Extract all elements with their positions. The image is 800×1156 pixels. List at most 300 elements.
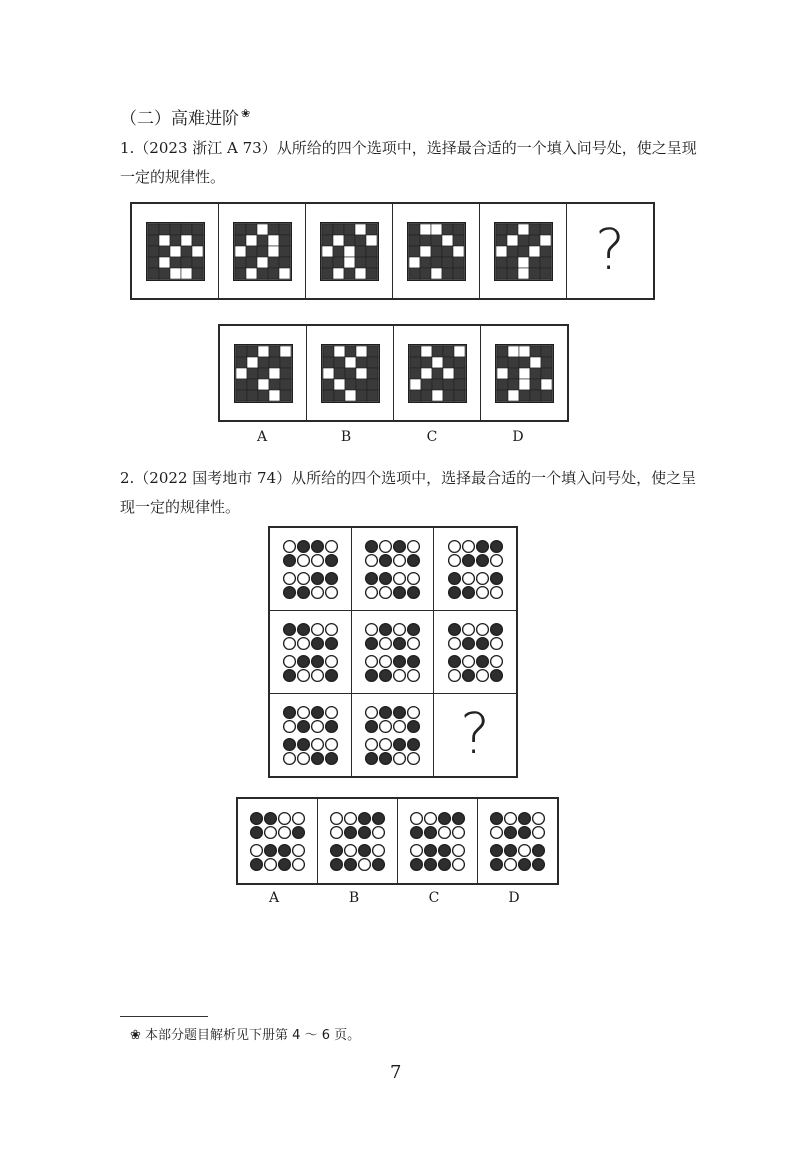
dark-block — [334, 357, 345, 368]
dark-block — [334, 390, 345, 401]
white-block — [507, 235, 518, 246]
filled-circle — [312, 655, 324, 667]
dark-block — [453, 235, 464, 246]
dark-block — [540, 246, 551, 257]
filled-circle — [533, 844, 545, 856]
dark-block — [421, 390, 432, 401]
dark-block — [507, 268, 518, 279]
question-1-text: 1.（2023 浙江 A 73）从所给的四个选项中，选择最合适的一个填入问号处，使之呈现一定的规律性。 — [120, 139, 697, 186]
dark-block — [367, 346, 378, 357]
dark-block — [345, 368, 356, 379]
white-block — [333, 235, 344, 246]
dark-block — [235, 257, 246, 268]
open-circle — [293, 858, 305, 870]
open-circle — [476, 586, 488, 598]
dark-block — [344, 235, 355, 246]
dark-block — [236, 379, 247, 390]
open-circle — [265, 858, 277, 870]
open-circle — [425, 812, 437, 824]
dark-block — [540, 257, 551, 268]
open-circle — [312, 669, 324, 681]
filled-circle — [331, 858, 343, 870]
open-circle — [408, 752, 420, 764]
open-circle — [394, 720, 406, 732]
filled-circle — [331, 844, 343, 856]
filled-circle — [284, 554, 296, 566]
filled-circle — [312, 706, 324, 718]
white-block — [170, 268, 181, 279]
dark-block — [268, 257, 279, 268]
filled-circle — [298, 720, 310, 732]
circle-pattern — [328, 810, 387, 873]
filled-circle — [408, 655, 420, 667]
filled-circle — [279, 858, 291, 870]
dark-block — [367, 368, 378, 379]
open-circle — [462, 623, 474, 635]
question-mark: ? — [595, 218, 625, 283]
white-block — [257, 224, 268, 235]
filled-circle — [345, 858, 357, 870]
white-block — [432, 357, 443, 368]
filled-circle — [366, 572, 378, 584]
white-block — [159, 235, 170, 246]
open-circle — [331, 812, 343, 824]
filled-circle — [359, 826, 371, 838]
dark-block — [453, 257, 464, 268]
open-circle — [284, 655, 296, 667]
white-block — [345, 357, 356, 368]
white-block — [269, 390, 280, 401]
dark-block — [508, 368, 519, 379]
dark-block — [497, 379, 508, 390]
white-block — [356, 368, 367, 379]
open-circle — [284, 540, 296, 552]
white-block — [366, 235, 377, 246]
dark-block — [496, 268, 507, 279]
q1-option-label-a: A — [256, 429, 268, 445]
open-circle — [476, 572, 488, 584]
white-block — [442, 235, 453, 246]
dark-block — [541, 346, 552, 357]
dark-block — [247, 390, 258, 401]
dark-block — [530, 346, 541, 357]
dark-block — [541, 357, 552, 368]
filled-circle — [394, 655, 406, 667]
filled-circle — [312, 637, 324, 649]
open-circle — [279, 812, 291, 824]
dark-block — [170, 224, 181, 235]
dark-block — [367, 390, 378, 401]
dark-block — [454, 368, 465, 379]
white-block — [344, 246, 355, 257]
open-circle — [453, 826, 465, 838]
filled-circle — [408, 623, 420, 635]
white-block — [258, 346, 269, 357]
white-block — [497, 368, 508, 379]
dark-block — [497, 346, 508, 357]
dark-block — [432, 346, 443, 357]
dark-block — [366, 224, 377, 235]
white-block — [235, 246, 246, 257]
dark-block — [192, 224, 203, 235]
dark-block — [322, 224, 333, 235]
filled-circle — [462, 586, 474, 598]
dark-block — [148, 235, 159, 246]
dark-block — [148, 246, 159, 257]
filled-circle — [453, 812, 465, 824]
open-circle — [380, 738, 392, 750]
white-block — [410, 379, 421, 390]
filled-circle — [312, 540, 324, 552]
white-block — [356, 346, 367, 357]
dark-block — [496, 235, 507, 246]
open-circle — [380, 655, 392, 667]
q1-option-d[interactable] — [481, 326, 567, 420]
open-circle — [312, 623, 324, 635]
open-circle — [462, 540, 474, 552]
dark-block — [170, 235, 181, 246]
filled-circle — [326, 752, 338, 764]
open-circle — [326, 738, 338, 750]
open-circle — [380, 540, 392, 552]
dark-block — [454, 357, 465, 368]
dark-block — [420, 235, 431, 246]
filled-circle — [490, 669, 502, 681]
dark-block — [409, 224, 420, 235]
open-circle — [366, 655, 378, 667]
open-circle — [293, 812, 305, 824]
filled-circle — [373, 858, 385, 870]
dark-block — [355, 257, 366, 268]
filled-circle — [394, 586, 406, 598]
dark-block — [268, 224, 279, 235]
white-block — [268, 246, 279, 257]
filled-circle — [476, 540, 488, 552]
filled-circle — [476, 637, 488, 649]
white-block — [279, 268, 290, 279]
dark-block — [334, 368, 345, 379]
filled-circle — [284, 623, 296, 635]
filled-circle — [251, 826, 263, 838]
open-circle — [380, 586, 392, 598]
open-circle — [326, 586, 338, 598]
white-block — [508, 346, 519, 357]
open-circle — [284, 637, 296, 649]
open-circle — [366, 738, 378, 750]
q2-grid-cell-7 — [270, 694, 352, 776]
dark-block — [322, 268, 333, 279]
dark-block — [181, 224, 192, 235]
white-block — [453, 246, 464, 257]
section-title-text: （二）高难进阶 — [120, 109, 239, 129]
white-block — [334, 379, 345, 390]
dark-block — [235, 268, 246, 279]
dark-block — [443, 390, 454, 401]
dark-block — [519, 357, 530, 368]
filled-circle — [448, 623, 460, 635]
dark-block — [333, 224, 344, 235]
filled-circle — [326, 572, 338, 584]
white-block — [519, 368, 530, 379]
dark-block — [356, 390, 367, 401]
filled-circle — [251, 858, 263, 870]
open-circle — [491, 826, 503, 838]
q2-question-cell — [434, 694, 516, 776]
block-pattern — [407, 222, 466, 281]
filled-circle — [366, 752, 378, 764]
q1-figure-4 — [393, 204, 480, 298]
white-block — [355, 224, 366, 235]
white-block — [181, 235, 192, 246]
open-circle — [265, 826, 277, 838]
white-block — [518, 257, 529, 268]
white-block — [431, 268, 442, 279]
dark-block — [507, 246, 518, 257]
page-number: 7 — [390, 1062, 402, 1083]
open-circle — [394, 554, 406, 566]
dark-block — [367, 357, 378, 368]
dark-block — [508, 379, 519, 390]
filled-circle — [293, 826, 305, 838]
filled-circle — [366, 540, 378, 552]
dark-block — [432, 368, 443, 379]
filled-circle — [411, 858, 423, 870]
filled-circle — [490, 540, 502, 552]
section-title — [120, 104, 250, 129]
q2-option-a[interactable] — [238, 799, 318, 883]
filled-circle — [359, 844, 371, 856]
dark-block — [496, 257, 507, 268]
filled-circle — [476, 655, 488, 667]
dark-block — [442, 224, 453, 235]
block-pattern — [494, 222, 553, 281]
filled-circle — [408, 720, 420, 732]
filled-circle — [380, 554, 392, 566]
white-block — [443, 368, 454, 379]
filled-circle — [491, 844, 503, 856]
dark-block — [497, 357, 508, 368]
white-block — [247, 357, 258, 368]
filled-circle — [284, 738, 296, 750]
filled-circle — [394, 706, 406, 718]
white-block — [268, 235, 279, 246]
open-circle — [462, 572, 474, 584]
filled-circle — [448, 572, 460, 584]
open-circle — [490, 554, 502, 566]
open-circle — [373, 826, 385, 838]
open-circle — [298, 706, 310, 718]
white-block — [541, 379, 552, 390]
open-circle — [380, 637, 392, 649]
dark-block — [257, 268, 268, 279]
open-circle — [505, 812, 517, 824]
dark-block — [268, 268, 279, 279]
dark-block — [280, 390, 291, 401]
dark-block — [235, 235, 246, 246]
white-block — [280, 346, 291, 357]
footnote-mark: ❀ — [241, 107, 251, 121]
filled-circle — [298, 623, 310, 635]
q2-option-d[interactable] — [478, 799, 557, 883]
filled-circle — [326, 637, 338, 649]
circle-pattern — [446, 538, 505, 601]
filled-circle — [312, 572, 324, 584]
dark-block — [356, 357, 367, 368]
q1-option-label-d: D — [512, 429, 524, 445]
filled-circle — [380, 572, 392, 584]
dark-block — [443, 357, 454, 368]
dark-block — [529, 224, 540, 235]
q1-option-c[interactable] — [394, 326, 481, 420]
q2-option-label-a: A — [268, 890, 280, 906]
filled-circle — [394, 738, 406, 750]
dark-block — [269, 379, 280, 390]
dark-block — [148, 268, 159, 279]
white-block — [192, 246, 203, 257]
open-circle — [366, 623, 378, 635]
open-circle — [293, 844, 305, 856]
dark-block — [279, 235, 290, 246]
dark-block — [279, 224, 290, 235]
dark-block — [333, 257, 344, 268]
open-circle — [519, 844, 531, 856]
q1-option-b[interactable] — [307, 326, 394, 420]
dark-block — [541, 368, 552, 379]
dark-block — [367, 379, 378, 390]
q2-grid-cell-5 — [352, 611, 434, 694]
dark-block — [530, 368, 541, 379]
filled-circle — [411, 826, 423, 838]
filled-circle — [490, 623, 502, 635]
open-circle — [298, 752, 310, 764]
dark-block — [454, 390, 465, 401]
filled-circle — [298, 586, 310, 598]
dark-block — [258, 390, 269, 401]
white-block — [518, 268, 529, 279]
filled-circle — [345, 826, 357, 838]
filled-circle — [439, 858, 451, 870]
q2-grid-cell-4 — [270, 611, 352, 694]
filled-circle — [439, 812, 451, 824]
circle-pattern — [281, 538, 340, 601]
dark-block — [421, 357, 432, 368]
white-block — [334, 346, 345, 357]
dark-block — [443, 379, 454, 390]
block-pattern — [408, 344, 467, 403]
open-circle — [326, 655, 338, 667]
filled-circle — [251, 812, 263, 824]
dark-block — [148, 257, 159, 268]
white-block — [269, 368, 280, 379]
circle-pattern — [281, 621, 340, 684]
white-block — [508, 390, 519, 401]
filled-circle — [366, 637, 378, 649]
open-circle — [394, 572, 406, 584]
white-block — [454, 346, 465, 357]
dark-block — [409, 268, 420, 279]
open-circle — [279, 826, 291, 838]
q2-option-c[interactable] — [398, 799, 478, 883]
dark-block — [442, 246, 453, 257]
circle-pattern — [408, 810, 467, 873]
dark-block — [529, 235, 540, 246]
white-block — [540, 235, 551, 246]
filled-circle — [326, 669, 338, 681]
dark-block — [508, 357, 519, 368]
dark-block — [529, 257, 540, 268]
white-block — [409, 257, 420, 268]
dark-block — [246, 257, 257, 268]
q1-option-a[interactable] — [220, 326, 307, 420]
dark-block — [421, 379, 432, 390]
filled-circle — [462, 669, 474, 681]
dark-block — [355, 246, 366, 257]
white-block — [519, 379, 530, 390]
circle-pattern — [363, 704, 422, 767]
open-circle — [326, 623, 338, 635]
open-circle — [312, 586, 324, 598]
q1-option-label-c: C — [426, 429, 438, 445]
q1-question-cell — [567, 204, 653, 298]
q2-option-b[interactable] — [318, 799, 398, 883]
block-pattern — [321, 344, 380, 403]
q1-figure-2 — [219, 204, 306, 298]
filled-circle — [491, 812, 503, 824]
question-mark: ? — [460, 702, 490, 767]
open-circle — [448, 637, 460, 649]
dark-block — [420, 268, 431, 279]
open-circle — [533, 812, 545, 824]
dark-block — [323, 357, 334, 368]
open-circle — [453, 844, 465, 856]
dark-block — [432, 379, 443, 390]
dark-block — [530, 390, 541, 401]
dark-block — [410, 390, 421, 401]
white-block — [530, 357, 541, 368]
q2-grid-cell-8 — [352, 694, 434, 776]
dark-block — [442, 257, 453, 268]
open-circle — [411, 812, 423, 824]
dark-block — [192, 257, 203, 268]
dark-block — [366, 246, 377, 257]
block-pattern — [495, 344, 554, 403]
dark-block — [322, 257, 333, 268]
dark-block — [280, 379, 291, 390]
white-block — [518, 224, 529, 235]
dark-block — [409, 235, 420, 246]
dark-block — [323, 390, 334, 401]
dark-block — [247, 346, 258, 357]
filled-circle — [284, 706, 296, 718]
dark-block — [247, 368, 258, 379]
filled-circle — [279, 844, 291, 856]
dark-block — [181, 246, 192, 257]
white-block — [159, 257, 170, 268]
dark-block — [431, 257, 442, 268]
q2-option-label-c: C — [428, 890, 440, 906]
filled-circle — [505, 844, 517, 856]
white-block — [496, 246, 507, 257]
dark-block — [344, 268, 355, 279]
dark-block — [345, 379, 356, 390]
open-circle — [326, 540, 338, 552]
filled-circle — [533, 858, 545, 870]
dark-block — [159, 268, 170, 279]
dark-block — [518, 246, 529, 257]
filled-circle — [359, 812, 371, 824]
circle-pattern — [363, 538, 422, 601]
open-circle — [298, 669, 310, 681]
